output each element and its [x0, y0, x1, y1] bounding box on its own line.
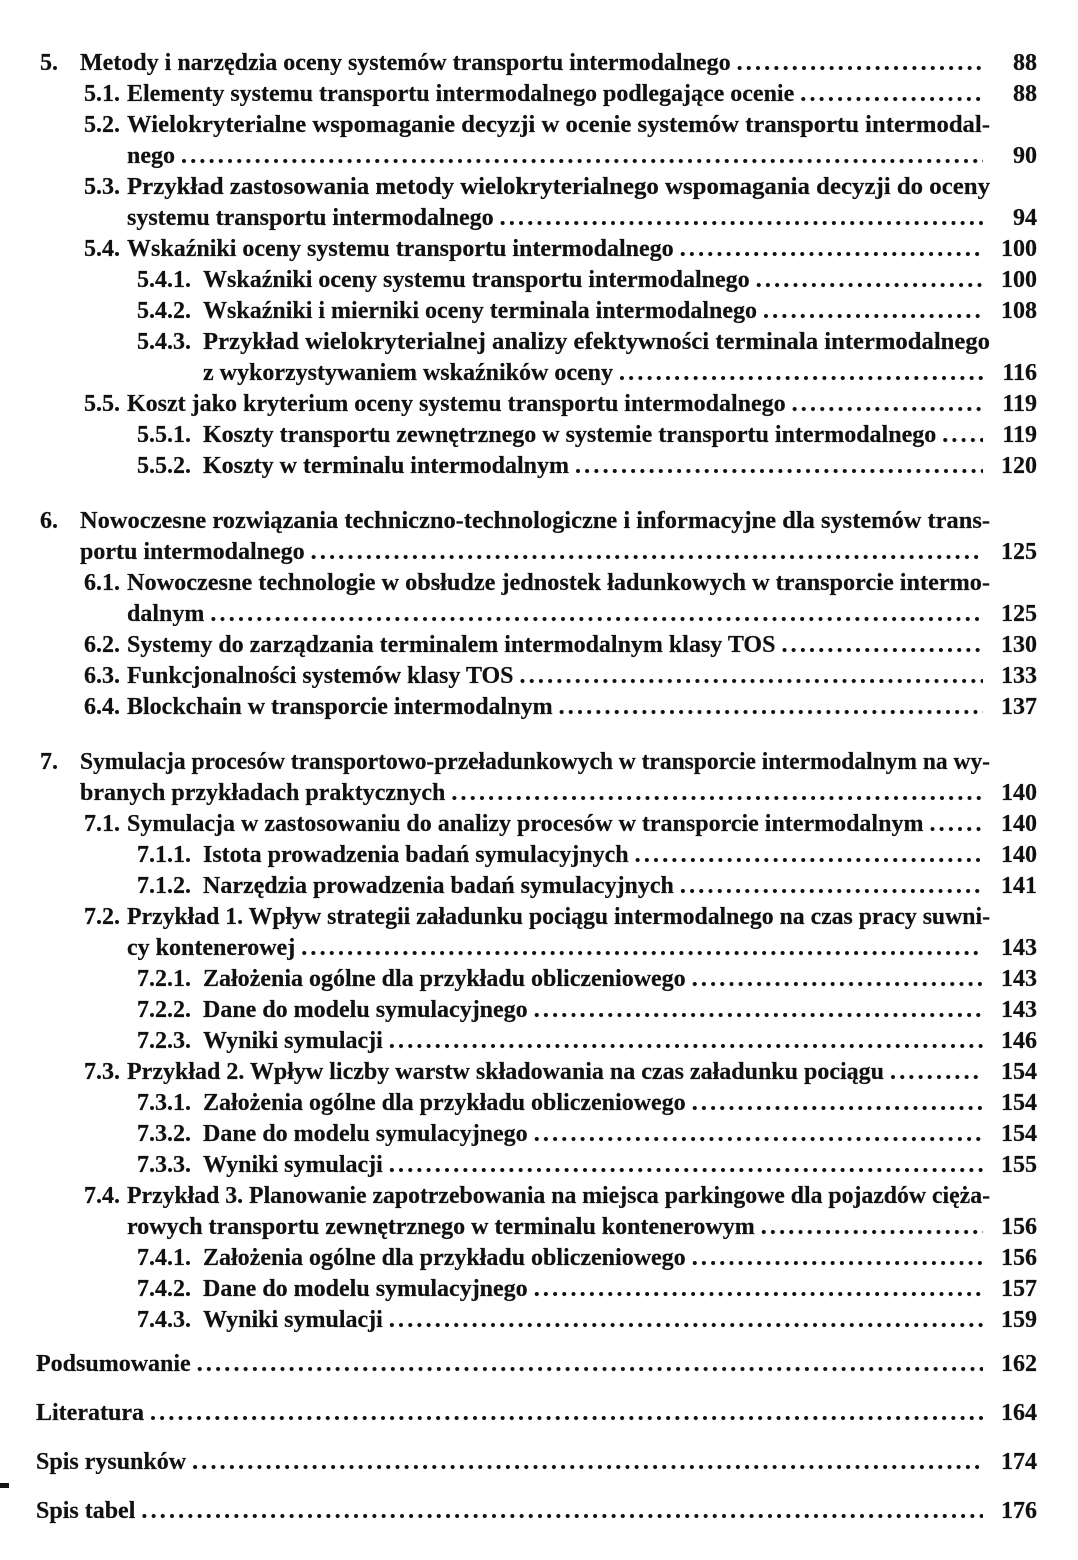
- toc-entry-6-1: [0, 568, 1078, 599]
- entry-page-number: 143: [1001, 935, 1037, 961]
- toc-section-3: [0, 747, 1078, 1336]
- entry-page-number: 159: [1001, 1307, 1037, 1333]
- toc-section-2: [0, 506, 1078, 723]
- dot-leader: [192, 1447, 983, 1478]
- entry-title: Dane do modelu symulacyjnego: [203, 997, 528, 1023]
- entry-title: Przykład 2. Wpływ liczby warstw składowania na czas załadunku pociągu: [127, 1059, 884, 1085]
- entry-number: 7.2.: [84, 904, 120, 930]
- dot-leader: [389, 1026, 983, 1057]
- dot-leader: [301, 933, 983, 964]
- entry-title: Istota prowadzenia badań symulacyjnych: [203, 842, 629, 868]
- entry-number: 7.3.1.: [137, 1090, 191, 1116]
- entry-number: 5.3.: [84, 174, 120, 200]
- entry-title: systemu transportu intermodalnego: [127, 205, 494, 231]
- dot-leader: [559, 692, 983, 723]
- entry-number: 5.5.1.: [137, 422, 191, 448]
- toc-entry-7-3-2: [0, 1119, 1078, 1150]
- entry-number: 7.1.1.: [137, 842, 191, 868]
- entry-title: z wykorzystywaniem wskaźników oceny: [203, 360, 613, 386]
- entry-number: 5.1.: [84, 81, 120, 107]
- toc-entry-5-3: [0, 172, 1078, 203]
- toc-entry-6-2: [0, 630, 1078, 661]
- entry-page-number: 100: [1001, 267, 1037, 293]
- toc-entry-5-1: [0, 79, 1078, 110]
- dot-leader: [389, 1150, 983, 1181]
- entry-page-number: 125: [1001, 601, 1037, 627]
- toc-entry-7-2-1: [0, 964, 1078, 995]
- entry-number: 5.4.2.: [137, 298, 191, 324]
- entry-title: Funkcjonalności systemów klasy TOS: [127, 663, 514, 689]
- toc-entry-6-3: [0, 661, 1078, 692]
- entry-title: dalnym: [127, 601, 205, 627]
- entry-page-number: 156: [1001, 1214, 1037, 1240]
- toc-entry-5-5: [0, 389, 1078, 420]
- entry-number: 5.: [40, 50, 58, 76]
- entry-number: 7.3.: [84, 1059, 120, 1085]
- dot-leader: [150, 1398, 983, 1429]
- entry-page-number: 164: [1001, 1400, 1037, 1426]
- toc-section-1: [0, 48, 1078, 482]
- dot-leader: [692, 964, 983, 995]
- toc-entry-5-4: [0, 234, 1078, 265]
- entry-title: Koszt jako kryterium oceny systemu transportu intermodalnego: [127, 391, 786, 417]
- entry-title: nego: [127, 143, 175, 169]
- dot-leader: [890, 1057, 983, 1088]
- dot-leader: [520, 661, 983, 692]
- dot-leader: [534, 1119, 983, 1150]
- entry-title: Wyniki symulacji: [203, 1152, 383, 1178]
- entry-title: Metody i narzędzia oceny systemów transportu intermodalnego: [80, 50, 731, 76]
- entry-number: 7.: [40, 749, 58, 775]
- entry-title: Systemy do zarządzania terminalem intermodalnym klasy TOS: [127, 632, 776, 658]
- entry-title: Koszty w terminalu intermodalnym: [203, 453, 569, 479]
- toc-entry-7-3-1: [0, 1088, 1078, 1119]
- entry-number: 5.4.3.: [137, 329, 191, 355]
- toc-entry-5-4-1: [0, 265, 1078, 296]
- entry-number: 6.3.: [84, 663, 120, 689]
- toc-entry-5-4-3: [0, 327, 1078, 358]
- entry-page-number: 125: [1001, 539, 1037, 565]
- entry-page-number: 94: [1013, 205, 1037, 231]
- toc-entry-7-4-1: [0, 1243, 1078, 1274]
- dot-leader: [619, 358, 983, 389]
- dot-leader: [756, 265, 983, 296]
- dot-leader: [181, 141, 983, 172]
- dot-leader: [680, 234, 983, 265]
- entry-title: Przykład wielokryterialnej analizy efektywności terminala intermodalnego: [203, 329, 990, 355]
- dot-leader: [792, 389, 983, 420]
- entry-number: 5.5.: [84, 391, 120, 417]
- entry-title: Założenia ogólne dla przykładu obliczeniowego: [203, 966, 686, 992]
- toc-entry-7-4-cont: [0, 1212, 1078, 1243]
- entry-title: Nowoczesne rozwiązania techniczno-technologiczne i informacyjne dla systemów trans-: [80, 508, 990, 534]
- entry-title: Nowoczesne technologie w obsłudze jednostek ładunkowych w transporcie intermo-: [127, 570, 990, 596]
- dot-leader: [942, 420, 983, 451]
- entry-title: Narzędzia prowadzenia badań symulacyjnych: [203, 873, 674, 899]
- entry-page-number: 88: [1013, 81, 1037, 107]
- toc-entry-podsumowanie: [0, 1349, 1078, 1380]
- entry-page-number: 155: [1001, 1152, 1037, 1178]
- dot-leader: [800, 79, 983, 110]
- entry-number: 6.1.: [84, 570, 120, 596]
- toc-entry-5-3-cont: [0, 203, 1078, 234]
- toc-entry-5-5-1: [0, 420, 1078, 451]
- entry-number: 7.2.1.: [137, 966, 191, 992]
- dot-leader: [761, 1212, 983, 1243]
- entry-number: 7.3.2.: [137, 1121, 191, 1147]
- entry-page-number: 154: [1001, 1121, 1037, 1147]
- entry-number: 7.4.3.: [137, 1307, 191, 1333]
- toc-entry-5-4-2: [0, 296, 1078, 327]
- dot-leader: [692, 1088, 983, 1119]
- dot-leader: [575, 451, 983, 482]
- scan-artifact-dash: [0, 1483, 9, 1488]
- entry-title: Przykład 3. Planowanie zapotrzebowania na miejsca parkingowe dla pojazdów cięża-: [127, 1183, 990, 1209]
- dot-leader: [929, 809, 983, 840]
- entry-page-number: 157: [1001, 1276, 1037, 1302]
- toc-entry-7: [0, 747, 1078, 778]
- toc-entry-7-2-cont: [0, 933, 1078, 964]
- entry-number: 5.4.1.: [137, 267, 191, 293]
- entry-title: Wielokryterialne wspomaganie decyzji w ocenie systemów transportu intermodal-: [127, 112, 990, 138]
- entry-number: 7.1.2.: [137, 873, 191, 899]
- dot-leader: [763, 296, 983, 327]
- entry-page-number: 90: [1013, 143, 1037, 169]
- entry-page-number: 100: [1001, 236, 1037, 262]
- toc-entry-7-2-3: [0, 1026, 1078, 1057]
- entry-number: 6.2.: [84, 632, 120, 658]
- dot-leader: [534, 1274, 983, 1305]
- toc-entry-5-4-3-cont: [0, 358, 1078, 389]
- toc-entry-7-3-3: [0, 1150, 1078, 1181]
- entry-title: rowych transportu zewnętrznego w terminalu kontenerowym: [127, 1214, 755, 1240]
- toc-entry-7-1: [0, 809, 1078, 840]
- toc-entry-7-4: [0, 1181, 1078, 1212]
- toc-backmatter: [0, 1349, 1078, 1527]
- toc-entry-7-1-2: [0, 871, 1078, 902]
- toc-entry-spis-rysunków: [0, 1447, 1078, 1478]
- entry-title: Przykład 1. Wpływ strategii załadunku pociągu intermodalnego na czas pracy suwni-: [127, 904, 990, 930]
- toc-entry-literatura: [0, 1398, 1078, 1429]
- entry-number: 7.4.: [84, 1183, 120, 1209]
- entry-page-number: 156: [1001, 1245, 1037, 1271]
- entry-title: Spis tabel: [36, 1498, 136, 1524]
- entry-number: 7.2.3.: [137, 1028, 191, 1054]
- toc-entry-6-4: [0, 692, 1078, 723]
- toc-entry-7-4-3: [0, 1305, 1078, 1336]
- entry-page-number: 116: [1002, 360, 1037, 386]
- entry-title: Symulacja w zastosowaniu do analizy procesów w transporcie intermodalnym: [127, 811, 924, 837]
- entry-page-number: 176: [1001, 1498, 1037, 1524]
- entry-title: Literatura: [36, 1400, 144, 1426]
- entry-page-number: 162: [1001, 1351, 1037, 1377]
- entry-page-number: 130: [1001, 632, 1037, 658]
- entry-title: Wskaźniki oceny systemu transportu intermodalnego: [127, 236, 674, 262]
- toc-entry-7-2: [0, 902, 1078, 933]
- entry-number: 6.: [40, 508, 58, 534]
- toc-entry-spis-tabel: [0, 1496, 1078, 1527]
- entry-number: 7.4.1.: [137, 1245, 191, 1271]
- dot-leader: [534, 995, 983, 1026]
- entry-number: 7.2.2.: [137, 997, 191, 1023]
- dot-leader: [781, 630, 983, 661]
- entry-page-number: 143: [1001, 997, 1037, 1023]
- entry-title: Podsumowanie: [36, 1351, 191, 1377]
- entry-title: Blockchain w transporcie intermodalnym: [127, 694, 553, 720]
- dot-leader: [389, 1305, 983, 1336]
- entry-title: Wskaźniki i mierniki oceny terminala intermodalnego: [203, 298, 757, 324]
- entry-page-number: 174: [1001, 1449, 1037, 1475]
- entry-page-number: 120: [1001, 453, 1037, 479]
- entry-page-number: 137: [1001, 694, 1037, 720]
- entry-page-number: 88: [1013, 50, 1037, 76]
- entry-page-number: 140: [1001, 811, 1037, 837]
- entry-page-number: 140: [1001, 842, 1037, 868]
- entry-number: 7.4.2.: [137, 1276, 191, 1302]
- entry-number: 7.3.3.: [137, 1152, 191, 1178]
- entry-title: Koszty transportu zewnętrznego w systemie transportu intermodalnego: [203, 422, 937, 448]
- entry-title: Dane do modelu symulacyjnego: [203, 1276, 528, 1302]
- entry-page-number: 141: [1001, 873, 1037, 899]
- dot-leader: [210, 599, 983, 630]
- entry-number: 5.5.2.: [137, 453, 191, 479]
- entry-title: Wyniki symulacji: [203, 1307, 383, 1333]
- entry-title: cy kontenerowej: [127, 935, 296, 961]
- toc-entry-7-cont: [0, 778, 1078, 809]
- entry-title: Spis rysunków: [36, 1449, 187, 1475]
- dot-leader: [635, 840, 983, 871]
- toc-entry-7-3: [0, 1057, 1078, 1088]
- entry-title: Przykład zastosowania metody wielokryterialnego wspomagania decyzji do oceny: [127, 174, 990, 200]
- entry-page-number: 133: [1001, 663, 1037, 689]
- dot-leader: [737, 48, 983, 79]
- entry-page-number: 154: [1001, 1090, 1037, 1116]
- toc-entry-6-cont: [0, 537, 1078, 568]
- entry-number: 5.4.: [84, 236, 120, 262]
- toc-entry-5-2: [0, 110, 1078, 141]
- toc-entry-7-2-2: [0, 995, 1078, 1026]
- toc-entry-6-1-cont: [0, 599, 1078, 630]
- entry-page-number: 140: [1001, 780, 1037, 806]
- entry-title: Założenia ogólne dla przykładu obliczeniowego: [203, 1090, 686, 1116]
- toc-entry-7-1-1: [0, 840, 1078, 871]
- dot-leader: [680, 871, 983, 902]
- entry-title: Założenia ogólne dla przykładu obliczeniowego: [203, 1245, 686, 1271]
- entry-page-number: 108: [1001, 298, 1037, 324]
- entry-title: Symulacja procesów transportowo-przeładunkowych w transporcie intermodalnym na wy-: [80, 749, 990, 775]
- dot-leader: [197, 1349, 983, 1380]
- dot-leader: [500, 203, 983, 234]
- dot-leader: [692, 1243, 983, 1274]
- entry-title: Wskaźniki oceny systemu transportu intermodalnego: [203, 267, 750, 293]
- toc-entry-5-2-cont: [0, 141, 1078, 172]
- entry-number: 7.1.: [84, 811, 120, 837]
- entry-title: Wyniki symulacji: [203, 1028, 383, 1054]
- entry-title: Elementy systemu transportu intermodalnego podlegające ocenie: [127, 81, 795, 107]
- entry-page-number: 119: [1002, 391, 1037, 417]
- entry-title: portu intermodalnego: [80, 539, 305, 565]
- entry-number: 5.2.: [84, 112, 120, 138]
- entry-page-number: 143: [1001, 966, 1037, 992]
- entry-page-number: 146: [1001, 1028, 1037, 1054]
- dot-leader: [451, 778, 983, 809]
- entry-title: Dane do modelu symulacyjnego: [203, 1121, 528, 1147]
- toc-entry-5-5-2: [0, 451, 1078, 482]
- entry-number: 6.4.: [84, 694, 120, 720]
- toc-entry-7-4-2: [0, 1274, 1078, 1305]
- entry-page-number: 119: [1002, 422, 1037, 448]
- toc-entry-5: [0, 48, 1078, 79]
- dot-leader: [141, 1496, 983, 1527]
- toc-entry-6: [0, 506, 1078, 537]
- entry-title: branych przykładach praktycznych: [80, 780, 446, 806]
- entry-page-number: 154: [1001, 1059, 1037, 1085]
- dot-leader: [311, 537, 983, 568]
